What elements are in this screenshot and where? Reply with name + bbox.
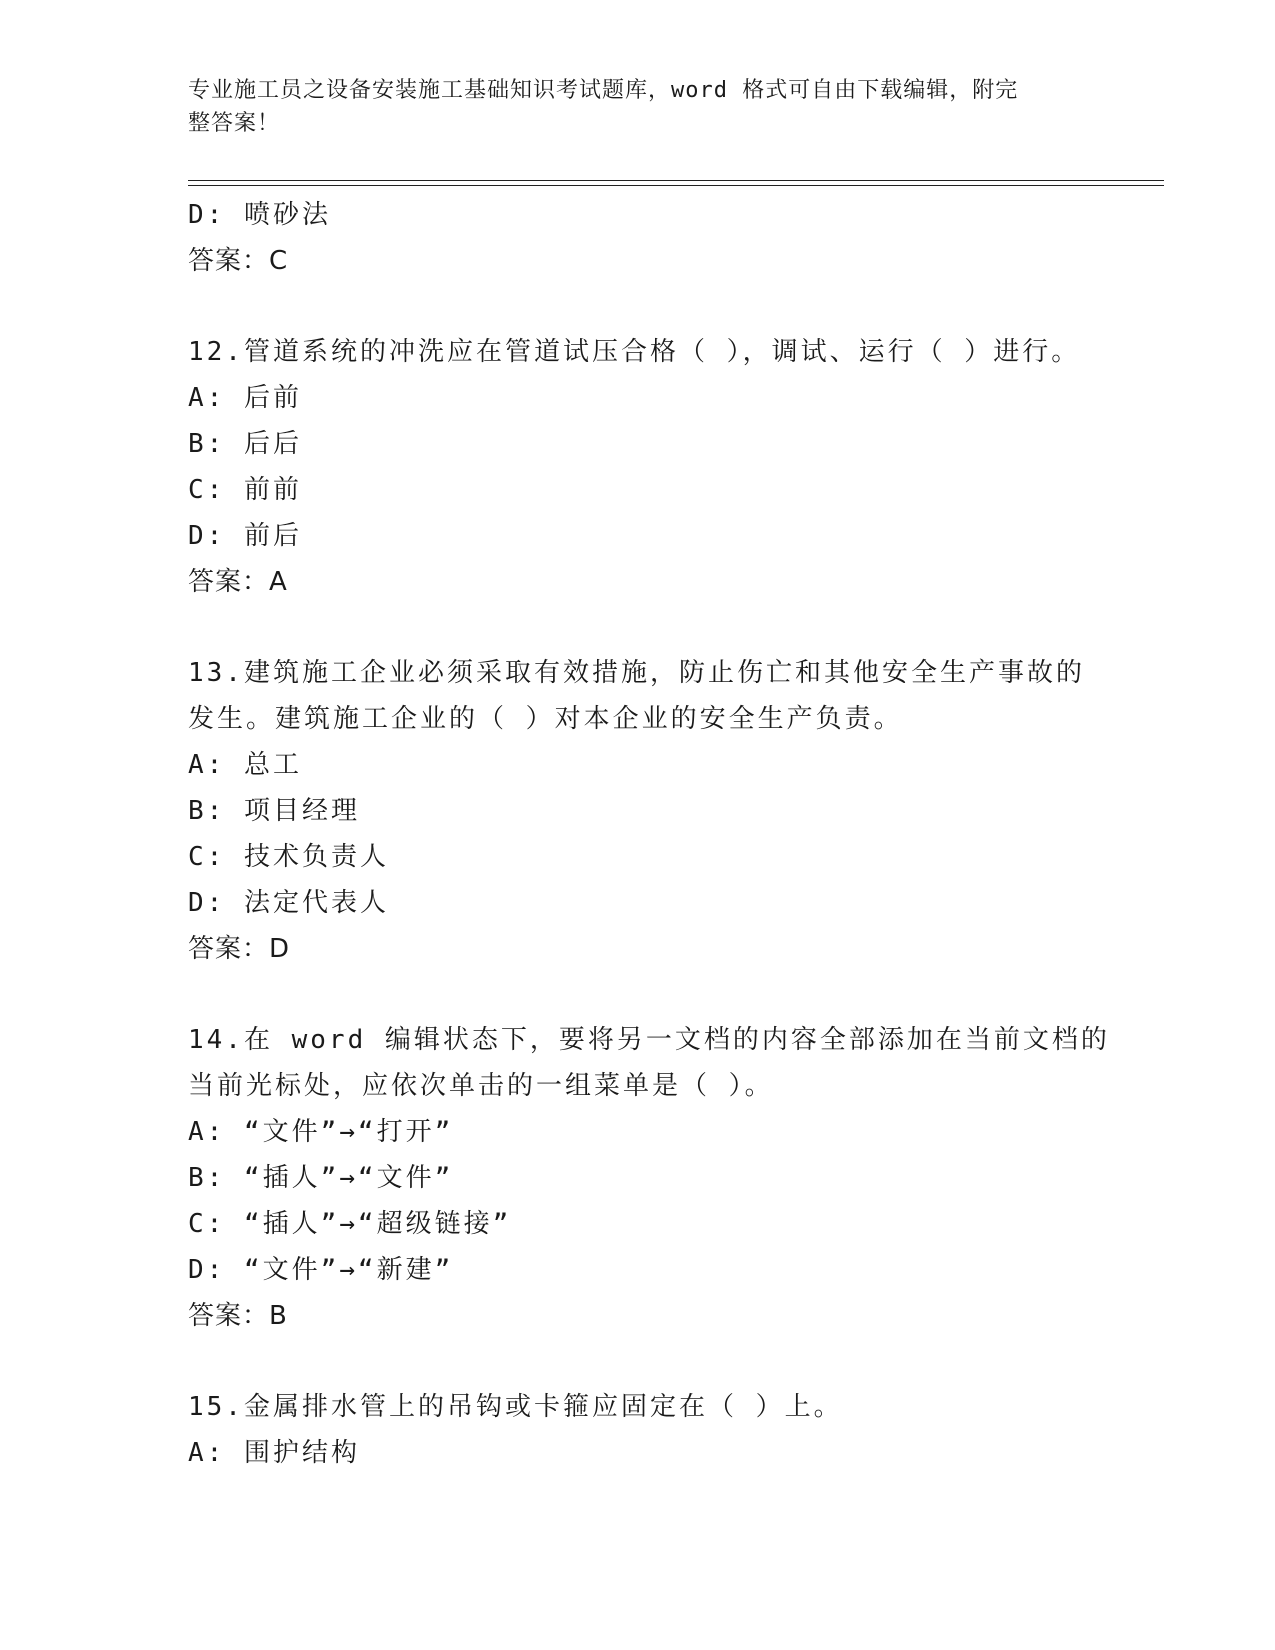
document-body — [188, 192, 1110, 1476]
option-a: A: 总工 — [188, 750, 302, 780]
question-11-tail — [188, 192, 1088, 284]
question-stem-line-1: 13.建筑施工企业必须采取有效措施，防止伤亡和其他安全生产事故的 — [188, 658, 1085, 688]
question-spacer — [188, 972, 1088, 1017]
header-divider-top — [188, 180, 1164, 181]
header-title-line-2: 整答案！ — [188, 111, 281, 136]
option-b: B: “插人”→“文件” — [188, 1163, 454, 1193]
question-12 — [188, 329, 1088, 605]
option-d: D: “文件”→“新建” — [188, 1255, 454, 1285]
option-c: C: 前前 — [188, 475, 302, 505]
option-a: A: 后前 — [188, 383, 302, 413]
question-spacer — [188, 605, 1088, 650]
option-b: B: 项目经理 — [188, 796, 360, 826]
option-a: A: 围护结构 — [188, 1438, 360, 1468]
question-spacer — [188, 1339, 1088, 1384]
header-divider-bottom — [188, 185, 1164, 186]
question-13 — [188, 650, 1088, 972]
option-c: C: 技术负责人 — [188, 842, 389, 872]
question-spacer — [188, 284, 1088, 329]
option-c: C: “插人”→“超级链接” — [188, 1209, 512, 1239]
option-d: D: 前后 — [188, 521, 302, 551]
question-stem-line-2: 发生。建筑施工企业的（ ）对本企业的安全生产负责。 — [188, 704, 903, 734]
answer-line: 答案：A — [188, 567, 288, 597]
question-stem: 12.管道系统的冲洗应在管道试压合格（ ），调试、运行（ ）进行。 — [188, 337, 1081, 367]
question-15 — [188, 1384, 1088, 1476]
option-d: D: 法定代表人 — [188, 888, 389, 918]
header-title-line-1: 专业施工员之设备安装施工基础知识考试题库，word 格式可自由下载编辑，附完 — [188, 78, 1019, 103]
document-header — [188, 74, 1068, 140]
question-14 — [188, 1017, 1110, 1339]
question-stem: 15.金属排水管上的吊钩或卡箍应固定在（ ）上。 — [188, 1392, 843, 1422]
answer-line: 答案：C — [188, 246, 289, 276]
option-b: B: 后后 — [188, 429, 302, 459]
answer-line: 答案：B — [188, 1301, 288, 1331]
question-stem-line-2: 当前光标处，应依次单击的一组菜单是（ ）。 — [188, 1071, 774, 1101]
option-d: D: 喷砂法 — [188, 200, 331, 230]
option-a: A: “文件”→“打开” — [188, 1117, 454, 1147]
answer-line: 答案：D — [188, 934, 291, 964]
question-stem-line-1: 14.在 word 编辑状态下，要将另一文档的内容全部添加在当前文档的 — [188, 1025, 1110, 1055]
